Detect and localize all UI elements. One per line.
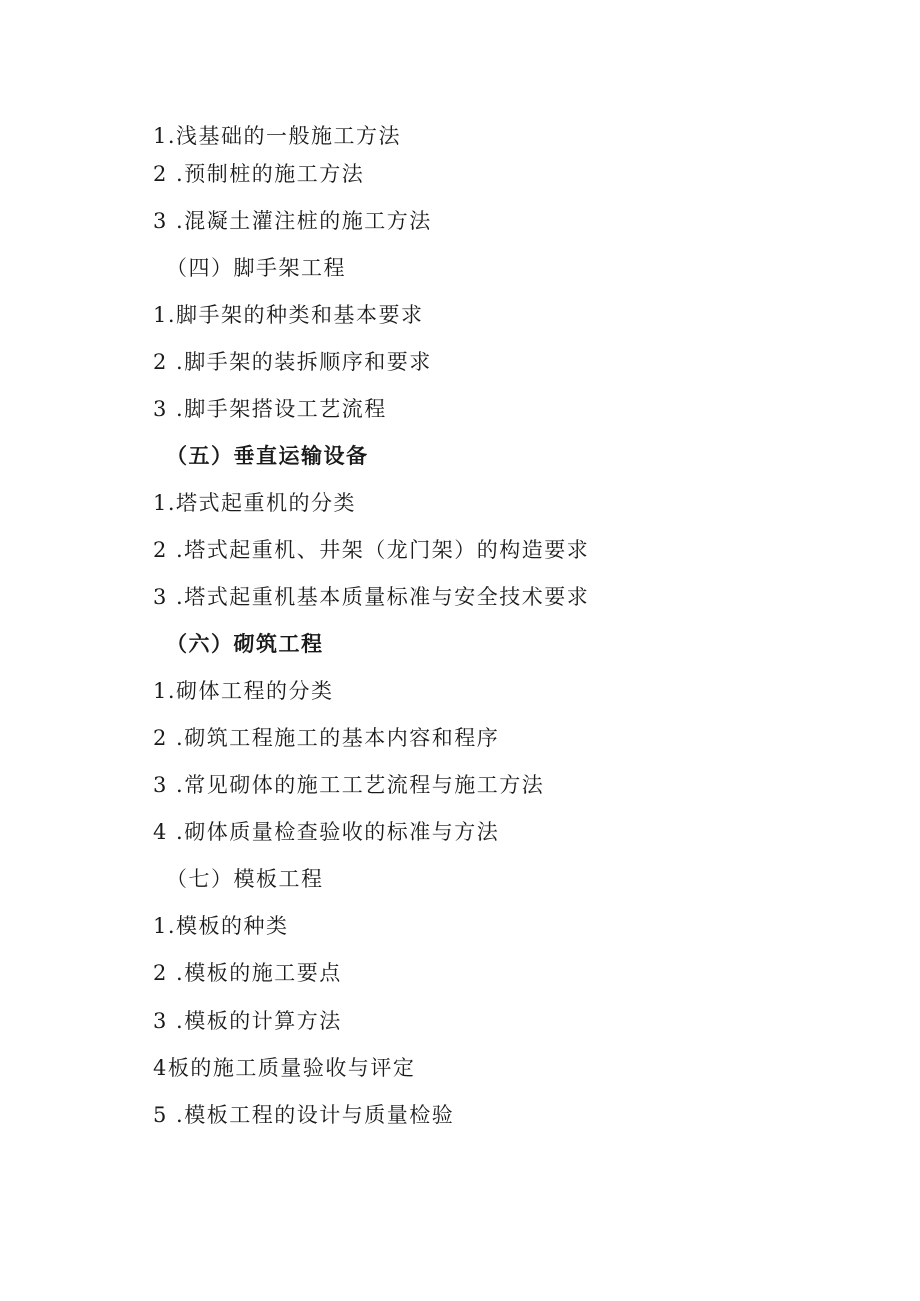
item-number: 2	[153, 350, 168, 374]
list-item-crane-standards	[153, 584, 589, 610]
item-text: .模板的计算方法	[167, 1009, 342, 1033]
item-text: .塔式起重机基本质量标准与安全技术要求	[167, 585, 590, 609]
list-item-crane-structure	[153, 537, 589, 563]
item-text: .常见砌体的施工工艺流程与施工方法	[167, 773, 545, 797]
item-number: 1	[153, 491, 168, 515]
list-item-formwork-key-points	[153, 960, 342, 986]
item-text: .混凝土灌注桩的施工方法	[167, 209, 432, 233]
item-number: 1	[153, 914, 168, 938]
list-item-formwork-acceptance	[153, 1055, 415, 1081]
section-heading-scaffolding	[166, 255, 346, 281]
item-number: 3	[153, 1009, 168, 1033]
item-text: .预制桩的施工方法	[167, 162, 365, 186]
section-heading-text: （四）脚手架工程	[166, 256, 346, 280]
list-item-shallow-foundation	[153, 123, 401, 149]
section-heading-text: （六）砌筑工程	[166, 631, 324, 656]
list-item-formwork-calculation	[153, 1008, 342, 1034]
list-item-scaffold-assembly	[153, 349, 432, 375]
item-number: 2	[153, 961, 168, 985]
list-item-formwork-types	[153, 913, 289, 939]
item-number: 1	[153, 124, 168, 148]
item-number: 1	[153, 679, 168, 703]
section-heading-text: （五）垂直运输设备	[166, 443, 369, 468]
section-heading-vertical-transport	[166, 443, 369, 469]
list-item-masonry-inspection	[153, 819, 499, 845]
item-text: .脚手架的装拆顺序和要求	[167, 350, 432, 374]
section-heading-masonry	[166, 631, 324, 657]
list-item-masonry-process	[153, 772, 544, 798]
list-item-scaffold-types	[153, 302, 424, 328]
item-number: 4	[153, 1056, 168, 1080]
item-text: .模板的施工要点	[167, 961, 342, 985]
section-heading-formwork	[166, 866, 324, 892]
list-item-precast-pile	[153, 161, 364, 187]
item-number: 2	[153, 726, 168, 750]
list-item-scaffold-process	[153, 396, 387, 422]
item-text: .砌体工程的分类	[167, 679, 334, 703]
item-number: 3	[153, 773, 168, 797]
item-text: .浅基础的一般施工方法	[167, 124, 402, 148]
list-item-crane-classification	[153, 490, 356, 516]
list-item-cast-in-place-pile	[153, 208, 432, 234]
item-number: 3	[153, 397, 168, 421]
item-text: 板的施工质量验收与评定	[167, 1056, 416, 1080]
list-item-formwork-design	[153, 1102, 454, 1128]
item-text: .砌体质量检查验收的标准与方法	[167, 820, 500, 844]
item-number: 2	[153, 162, 168, 186]
item-text: .塔式起重机、井架（龙门架）的构造要求	[167, 538, 590, 562]
item-text: .模板的种类	[167, 914, 289, 938]
item-number: 2	[153, 538, 168, 562]
section-heading-text: （七）模板工程	[166, 867, 324, 891]
list-item-masonry-content	[153, 725, 499, 751]
list-item-masonry-classification	[153, 678, 334, 704]
item-text: .砌筑工程施工的基本内容和程序	[167, 726, 500, 750]
item-number: 1	[153, 303, 168, 327]
item-number: 3	[153, 585, 168, 609]
item-number: 3	[153, 209, 168, 233]
item-number: 5	[153, 1103, 168, 1127]
item-text: .塔式起重机的分类	[167, 491, 357, 515]
item-number: 4	[153, 820, 168, 844]
item-text: .脚手架的种类和基本要求	[167, 303, 424, 327]
item-text: .脚手架搭设工艺流程	[167, 397, 387, 421]
item-text: .模板工程的设计与质量检验	[167, 1103, 455, 1127]
